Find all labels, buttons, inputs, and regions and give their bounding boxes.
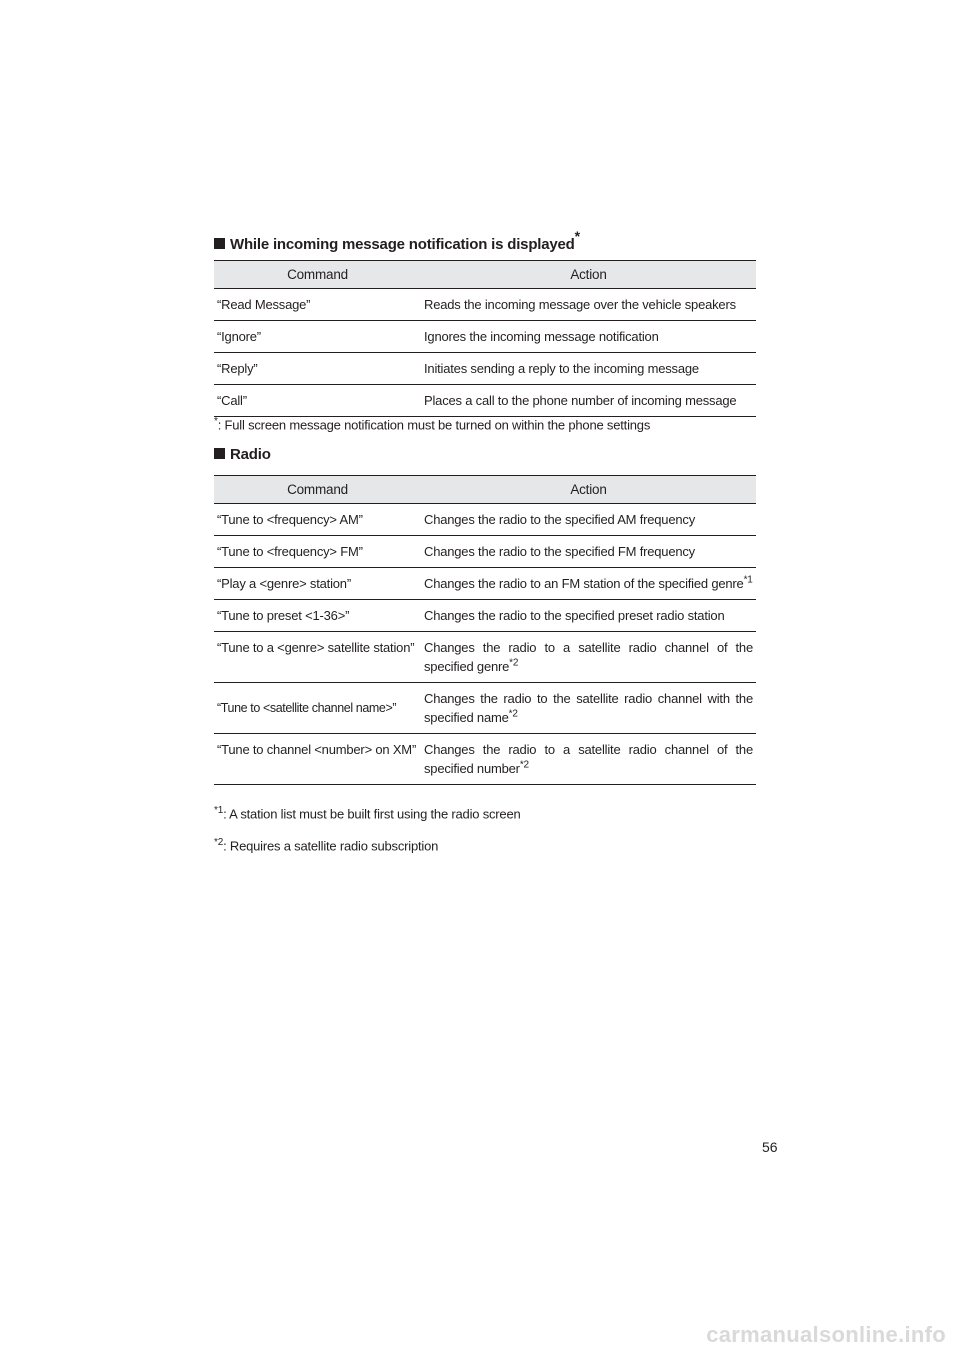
action-cell: [421, 734, 756, 785]
page-number: 56: [762, 1139, 778, 1155]
radio-heading: [214, 446, 271, 463]
action-footnote-mark: *1: [743, 574, 753, 586]
heading-footnote-mark: *: [574, 228, 580, 244]
message-footnote: [214, 416, 650, 432]
command-cell: “Tune to a <genre> satellite station”: [214, 632, 421, 683]
action-text: Changes the radio to a satellite radio channel of the specified genre: [424, 640, 753, 674]
table-row: [214, 289, 756, 321]
action-text: Changes the radio to the specified FM frequency: [424, 544, 695, 559]
footnote-text: : Requires a satellite radio subscription: [223, 838, 439, 854]
message-command-table: [214, 260, 756, 417]
footnote-mark: *: [214, 416, 218, 427]
action-footnote-mark: *2: [508, 708, 518, 720]
action-cell: Reads the incoming message over the vehicle speakers: [421, 289, 756, 321]
action-cell: [421, 683, 756, 734]
action-cell: [421, 504, 756, 536]
table-row: [214, 353, 756, 385]
action-footnote-mark: *2: [519, 759, 529, 771]
command-cell: “Tune to <frequency> FM”: [214, 536, 421, 568]
action-cell: [421, 536, 756, 568]
column-header-action: Action: [421, 261, 756, 289]
table-header-row: [214, 476, 756, 504]
radio-footnote-1: [214, 805, 521, 821]
table-header-row: [214, 261, 756, 289]
column-header-action: Action: [421, 476, 756, 504]
action-text: Changes the radio to the specified AM frequency: [424, 512, 695, 527]
command-cell: “Tune to <frequency> AM”: [214, 504, 421, 536]
command-cell: “Tune to preset <1-36>”: [214, 600, 421, 632]
table-row: [214, 321, 756, 353]
action-cell: [421, 568, 756, 600]
message-notification-heading: [214, 230, 580, 253]
footnote-text: : Full screen message notification must be turned on within the phone settings: [217, 417, 651, 433]
column-header-command: Command: [214, 476, 421, 504]
command-cell: “Play a <genre> station”: [214, 568, 421, 600]
square-bullet-icon: [214, 238, 225, 249]
footnote-text: : A station list must be built first using the radio screen: [223, 806, 521, 822]
command-cell: “Tune to <satellite channel name>”: [214, 683, 421, 734]
action-text: Changes the radio to the satellite radio channel with the specified name: [424, 691, 753, 725]
table-row: [214, 734, 756, 785]
square-bullet-icon: [214, 448, 225, 459]
action-text: Changes the radio to a satellite radio channel of the specified number: [424, 742, 753, 776]
command-cell: “Ignore”: [214, 321, 421, 353]
command-cell: “Read Message”: [214, 289, 421, 321]
table-row: [214, 600, 756, 632]
command-cell: “Call”: [214, 385, 421, 417]
table-row: [214, 568, 756, 600]
radio-command-table: [214, 475, 756, 785]
table-row: [214, 536, 756, 568]
action-cell: Initiates sending a reply to the incoming message: [421, 353, 756, 385]
footnote-mark: *1: [214, 805, 224, 816]
command-cell: “Tune to channel <number> on XM”: [214, 734, 421, 785]
action-cell: Places a call to the phone number of incoming message: [421, 385, 756, 417]
action-cell: [421, 600, 756, 632]
radio-heading-text: Radio: [230, 446, 271, 463]
table-row: [214, 632, 756, 683]
radio-footnote-2: [214, 837, 438, 853]
action-cell: [421, 632, 756, 683]
action-cell: Ignores the incoming message notification: [421, 321, 756, 353]
column-header-command: Command: [214, 261, 421, 289]
table-row: [214, 385, 756, 417]
footnote-mark: *2: [214, 837, 224, 848]
message-heading-text: While incoming message notification is displayed: [230, 236, 575, 253]
table-row: [214, 683, 756, 734]
action-text: Changes the radio to an FM station of the specified genre: [424, 576, 744, 591]
command-cell: “Reply”: [214, 353, 421, 385]
action-text: Changes the radio to the specified preset radio station: [424, 608, 725, 623]
watermark: carmanualsonline.info: [706, 1322, 946, 1347]
table-row: [214, 504, 756, 536]
action-footnote-mark: *2: [509, 657, 519, 669]
